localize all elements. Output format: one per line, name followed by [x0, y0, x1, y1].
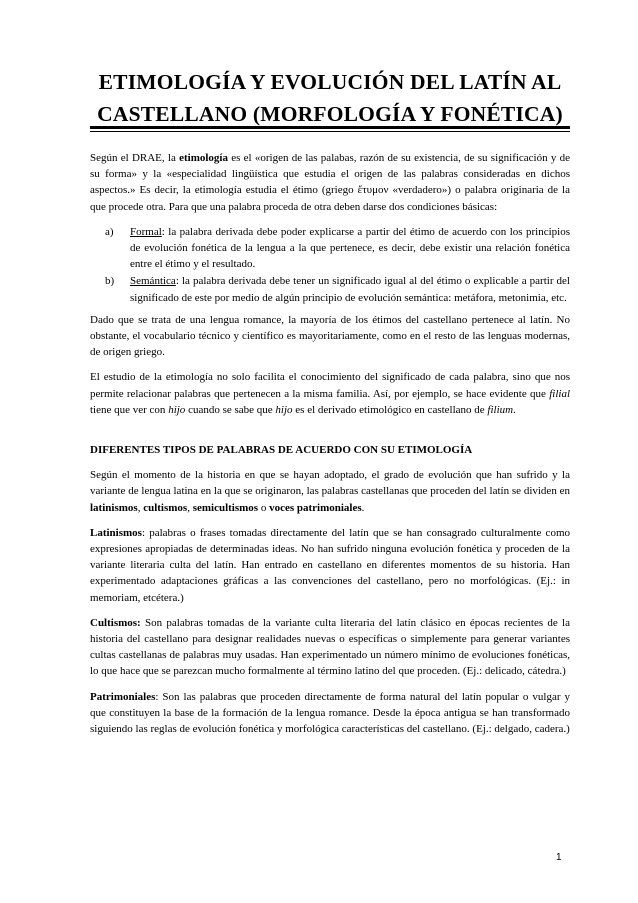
patrimoniales-text: : Son las palabras que proceden directamente de forma natural del latín popular o vulgar y que constituyen la base de la formación de la lengua romance. Desde la época antigua se han transformado siguiendo las reglas de evolución fonética y morfológica características del castellano. (Ej.: delgado, cadera.) — [90, 690, 570, 736]
estudio-italic-filial: filial — [549, 387, 570, 400]
estudio-text: El estudio de la etimología no solo facilita el conocimiento del significado de cada palabra, sino que nos permite relacionar palabras que pertenecen a la misma familia. Así, por ejemplo, se hace evidente que — [90, 371, 570, 400]
cultismos-paragraph — [90, 615, 570, 680]
tipos-text: . — [361, 501, 365, 514]
tipos-term-patrimoniales: voces patrimoniales — [269, 501, 362, 514]
estudio-italic-hijo: hijo — [168, 403, 186, 416]
intro-text-c: es el «origen de las palabas, razón de su existencia, de su significación y de su forma» y la «especialidad lingüística que estudia el origen de las palabras consideradas en dichos aspectos.» Es decir, la etimología estudia el étimo (griego ἔτυμον «verdadero») o palabra originaria de la que procede otra. Para que una palabra proceda de otra deben darse dos condiciones básicas: — [90, 152, 571, 213]
tipos-paragraph — [90, 467, 570, 516]
tipos-text: , — [187, 501, 193, 514]
estudio-text: tiene que ver con — [90, 403, 169, 416]
cultismos-term: Cultismos: — [90, 616, 141, 629]
conditions-list — [90, 224, 570, 306]
document-body — [90, 150, 570, 746]
intro-text-a: Según el DRAE, la — [90, 152, 180, 164]
condition-formal — [90, 224, 570, 273]
condition-marker: a) — [105, 225, 114, 238]
estudio-paragraph — [90, 369, 570, 418]
romance-paragraph: Dado que se trata de una lengua romance, la mayoría de los étimos del castellano pertenece al latín. No obstante, el vocabulario técnico y científico es mayoritariamente, como en el resto de las lenguas modernas, de origen griego. — [90, 313, 570, 359]
patrimoniales-term: Patrimoniales — [90, 690, 156, 703]
estudio-italic-hijo: hijo — [275, 403, 293, 416]
estudio-text: es el derivado etimológico en castellano de — [292, 403, 488, 416]
condition-marker: b) — [105, 275, 115, 288]
tipos-text: , — [137, 501, 144, 514]
latinismos-paragraph — [90, 525, 570, 606]
intro-term-etimologia: etimología — [179, 152, 228, 164]
section-heading: DIFERENTES TIPOS DE PALABRAS DE ACUERDO CON SU ETIMOLOGÍA — [90, 444, 473, 457]
estudio-text: cuando se sabe que — [185, 403, 276, 416]
tipos-text: Según el momento de la historia en que se hayan adoptado, el grado de evolución que han sufrido y la variante de lengua latina en la que se originaron, las palabras castellanas que proceden del latín se dividen en — [90, 469, 570, 498]
patrimoniales-paragraph — [90, 689, 570, 738]
document-title: ETIMOLOGÍA Y EVOLUCIÓN DEL LATÍN AL CASTELLANO (MORFOLOGÍA Y FONÉTICA) — [97, 70, 563, 126]
intro-paragraph — [90, 150, 570, 215]
title-rule-thick — [90, 126, 570, 129]
title-rule-thin — [90, 131, 570, 132]
cultismos-text: Son palabras tomadas de la variante culta literaria del latín clásico en épocas recientes de la historia del castellano para designar realidades nuevas o específicas o simplemente para generar variantes cultas castellanas de palabras muy usadas. Han experimentado un número mínimo de evoluciones fonéticas, lo que hace que se parezcan mucho formalmente al término latino del que proceden. (Ej.: delicado, cátedra.) — [90, 616, 570, 678]
tipos-term-semicultismos: semicultismos — [192, 501, 259, 514]
condition-semantica — [90, 273, 570, 305]
estudio-text: . — [513, 403, 516, 416]
latinismos-term: Latinismos — [90, 526, 142, 539]
tipos-term-cultismos: cultismos — [143, 501, 188, 514]
tipos-text: o — [258, 501, 270, 514]
condition-text: : la palabra derivada debe poder explicarse a partir del étimo de acuerdo con los principios de evolución fonética de la lengua a la que pertenece, es decir, debe existir una relación fonética entre el étimo y el resultado. — [130, 225, 570, 271]
latinismos-text: : palabras o frases tomadas directamente del latín que se han consagrado culturalmente como expresiones apropiadas de determinadas ideas. No han sufrido ninguna evolución fonética y proceden de la variante literaria culta del latín. Han entrado en castellano en diferentes momentos de su historia. Han experimentado adaptaciones gráficas a las convenciones del castellano, pero no morfológicas. (Ej.: in memoriam, etcétera.) — [90, 526, 570, 604]
estudio-italic-filium: filium — [487, 403, 514, 416]
condition-term: Formal — [130, 225, 162, 238]
tipos-term-latinismos: latinismos — [90, 501, 138, 514]
page-number: 1 — [556, 852, 562, 863]
condition-term: Semántica — [130, 275, 176, 288]
condition-text: : la palabra derivada debe tener un significado igual al del étimo o explicable a partir del significado de este por medio de algún principio de evolución semántica: metáfora, metonimia, etc. — [130, 275, 570, 304]
